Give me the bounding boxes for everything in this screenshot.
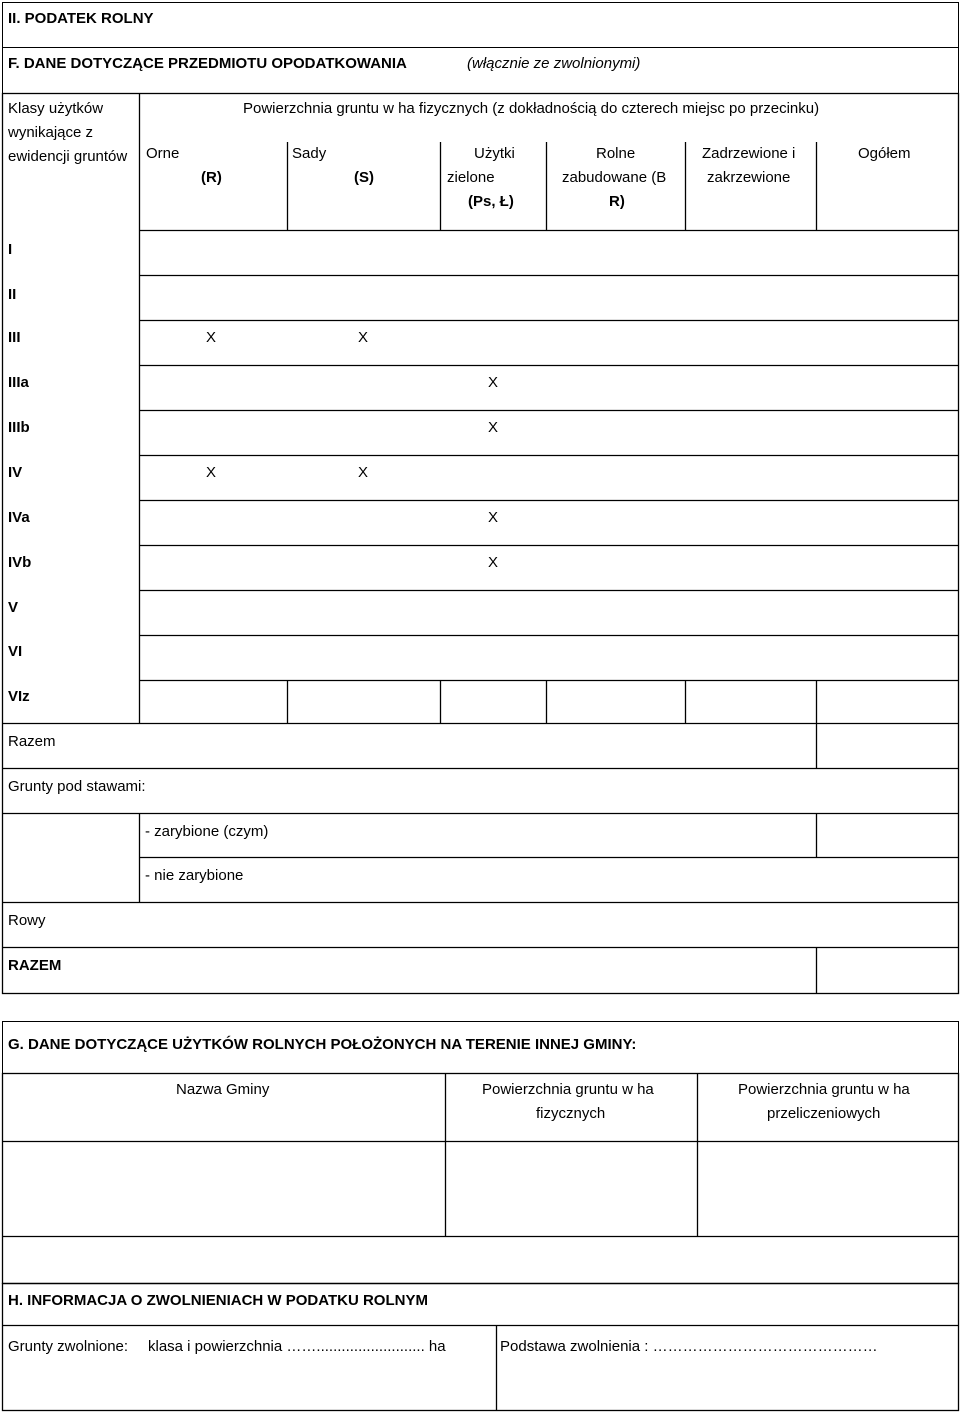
- row-label: III: [8, 329, 21, 346]
- grunty-pod-stawami-label: Grunty pod stawami:: [8, 778, 146, 795]
- header-klasy-line2: wynikające z: [8, 124, 94, 141]
- row-label: IVa: [8, 509, 30, 526]
- header-uzytki-code: (Ps, Ł): [468, 193, 514, 210]
- section-g-title: G. DANE DOTYCZĄCE UŻYTKÓW ROLNYCH POŁOŻONYCH NA TERENIE INNEJ GMINY:: [8, 1036, 637, 1053]
- rowy-label: Rowy: [8, 912, 46, 929]
- header-orne-code: (R): [201, 169, 222, 186]
- row-uzytki-mark: X: [488, 374, 499, 391]
- row-uzytki-mark: X: [488, 554, 499, 571]
- header-sady: Sady: [292, 145, 327, 162]
- row-sady-mark: X: [358, 464, 369, 481]
- row-sady-mark: X: [358, 329, 369, 346]
- header-ogolem: Ogółem: [858, 145, 911, 162]
- row-label: IV: [8, 464, 23, 481]
- header-rolne-line3: R): [609, 193, 625, 210]
- row-label: V: [8, 599, 19, 616]
- row-label: IIIa: [8, 374, 29, 391]
- header-zadrz-line2: zakrzewione: [707, 169, 791, 186]
- section-g-col-fizycznych-line2: fizycznych: [536, 1105, 606, 1122]
- header-klasy-line1: Klasy użytków: [8, 100, 104, 117]
- row-uzytki-mark: X: [488, 419, 499, 436]
- section-g-col-przeliczeniowych-line2: przeliczeniowych: [767, 1105, 881, 1122]
- section-h-klasa-powierzchnia[interactable]: klasa i powierzchnia …….......................... ha: [148, 1338, 446, 1355]
- section-h-title: H. INFORMACJA O ZWOLNIENIACH W PODATKU ROLNYM: [8, 1292, 428, 1309]
- row-label: IVb: [8, 554, 32, 571]
- row-label: I: [8, 241, 13, 258]
- section-f-title: F. DANE DOTYCZĄCE PRZEDMIOTU OPODATKOWANIA: [8, 55, 407, 72]
- razem-label: Razem: [8, 733, 56, 750]
- header-uzytki-line1: Użytki: [474, 145, 515, 162]
- section-title: II. PODATEK ROLNY: [8, 10, 154, 27]
- section-g-col-nazwa-gminy: Nazwa Gminy: [176, 1081, 270, 1098]
- nie-zarybione-label: - nie zarybione: [145, 867, 244, 884]
- section-g-col-fizycznych-line1: Powierzchnia gruntu w ha: [482, 1081, 654, 1098]
- header-powierzchnia: Powierzchnia gruntu w ha fizycznych (z dokładnością do czterech miejsc po przecinku): [243, 100, 820, 117]
- section-h-podstawa-zwolnienia[interactable]: Podstawa zwolnienia : ………………………………………: [500, 1338, 878, 1355]
- header-sady-code: (S): [354, 169, 374, 186]
- section-f-note: (włącznie ze zwolnionymi): [467, 55, 641, 72]
- zarybione-label: - zarybione (czym): [145, 823, 269, 840]
- row-label: VI: [8, 643, 23, 660]
- row-label: IIIb: [8, 419, 30, 436]
- section-g-col-przeliczeniowych-line1: Powierzchnia gruntu w ha: [738, 1081, 910, 1098]
- header-klasy-line3: ewidencji gruntów: [8, 148, 128, 165]
- razem-caps-label: RAZEM: [8, 957, 62, 974]
- header-orne: Orne: [146, 145, 180, 162]
- row-orne-mark: X: [206, 464, 217, 481]
- row-label: II: [8, 286, 17, 303]
- section-h-grunty-zwolnione: Grunty zwolnione:: [8, 1338, 129, 1355]
- row-label: VIz: [8, 688, 30, 705]
- header-uzytki-line2: zielone: [447, 169, 495, 186]
- row-uzytki-mark: X: [488, 509, 499, 526]
- header-zadrz-line1: Zadrzewione i: [702, 145, 796, 162]
- header-rolne-line2: zabudowane (B: [562, 169, 667, 186]
- row-orne-mark: X: [206, 329, 217, 346]
- header-rolne-line1: Rolne: [596, 145, 636, 162]
